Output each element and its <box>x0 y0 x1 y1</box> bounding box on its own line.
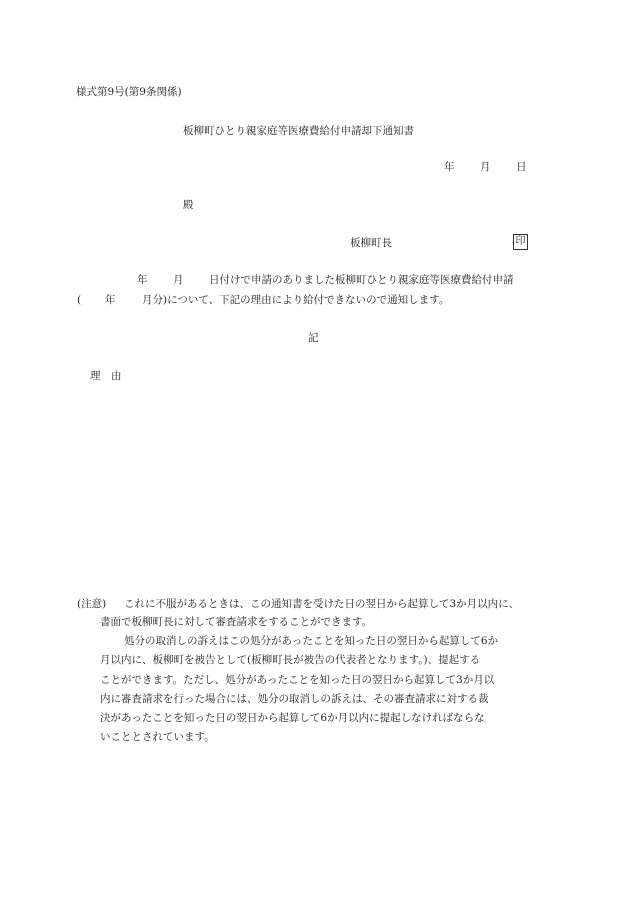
date-year: 年 <box>444 161 455 173</box>
note-line-4: 月以内に、板柳町を被告として(板柳町長が被告の代表者となります。)、提起する <box>100 654 481 666</box>
document-title: 板柳町ひとり親家庭等医療費給付申請却下通知書 <box>183 125 414 137</box>
note-line-5: ことができます。ただし、処分があったことを知った日の翌日から起算して3か月以 <box>100 674 495 686</box>
notes-label: (注意) <box>77 598 107 610</box>
note-line-1: これに不服があるときは、この通知書を受けた日の翌日から起算して3か月以内に、 <box>124 598 520 610</box>
ki-mark: 記 <box>308 332 319 344</box>
body-line1-text: 日付けで申請のありました板柳町ひとり親家庭等医療費給付申請 <box>209 274 514 286</box>
issuer-name: 板柳町長 <box>350 237 392 249</box>
body-line2-year: 年 <box>105 294 116 306</box>
reason-label: 理 由 <box>90 370 122 382</box>
note-line-2: 書面で板柳町長に対して審査請求をすることができます。 <box>100 616 373 628</box>
form-number: 様式第9号(第9条関係) <box>76 86 182 98</box>
addressee-suffix: 殿 <box>183 199 194 211</box>
note-line-6: 内に審査請求を行った場合には、処分の取消しの訴えは、その審査請求に対する裁 <box>100 693 489 705</box>
note-line-8: いこととされています。 <box>100 731 215 743</box>
date-day: 日 <box>516 161 527 173</box>
note-line-7: 決があったことを知った日の翌日から起算して6か月以内に提起しなければならな <box>100 712 485 724</box>
body-year: 年 <box>137 274 148 286</box>
body-line2-text: 月分)について、下記の理由により給付できないので通知します。 <box>142 294 450 306</box>
body-month: 月 <box>173 274 184 286</box>
body-open-paren: ( <box>77 294 82 306</box>
note-line-3: 処分の取消しの訴えはこの処分があったことを知った日の翌日から起算して6か <box>124 635 499 647</box>
seal-mark: 印 <box>513 234 528 250</box>
date-month: 月 <box>480 161 491 173</box>
